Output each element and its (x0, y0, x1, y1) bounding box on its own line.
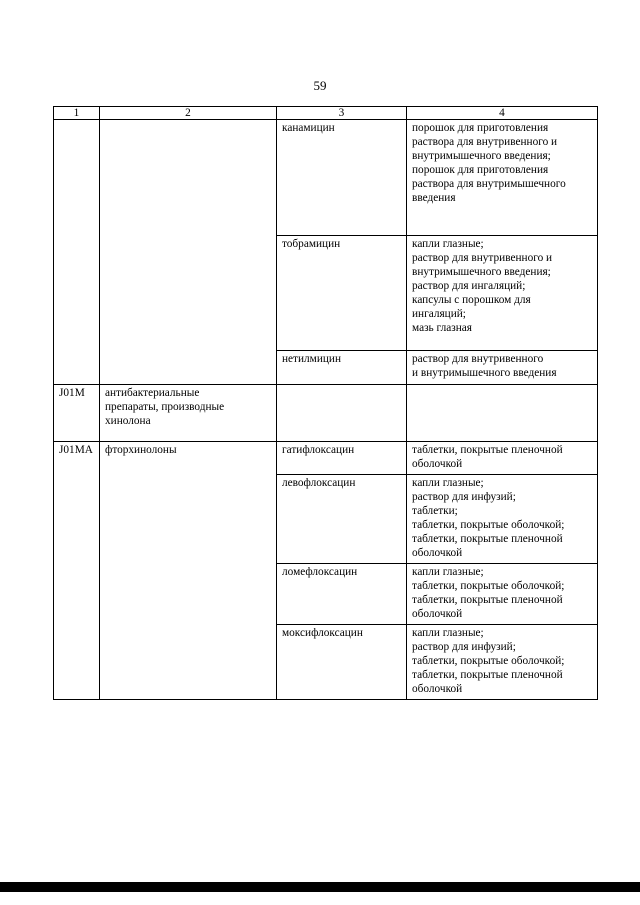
drug-name-cell (277, 385, 407, 442)
drug-table (53, 106, 598, 700)
drug-name-cell: гатифлоксацин (277, 442, 407, 475)
table-row (54, 442, 598, 475)
header-col-3: 3 (277, 107, 407, 120)
atc-code-cell: J01M (54, 385, 100, 442)
dosage-forms-cell: капли глазные; раствор для внутривенного и внутримышечного введения; раствор для ингаляций; капсулы с порошком для ингаляций; мазь глазная (407, 236, 598, 351)
atc-code-cell (54, 120, 100, 385)
group-name-cell: антибактериальные препараты, производные хинолона (100, 385, 277, 442)
drug-name-cell: нетилмицин (277, 351, 407, 385)
header-col-2: 2 (100, 107, 277, 120)
dosage-forms-cell: раствор для внутривенного и внутримышечного введения (407, 351, 598, 385)
dosage-forms-cell: капли глазные; раствор для инфузий; таблетки; таблетки, покрытые оболочкой; таблетки, покрытые пленочной оболочкой (407, 475, 598, 564)
header-row (54, 107, 598, 120)
group-name-cell: фторхинолоны (100, 442, 277, 700)
dosage-forms-cell: порошок для приготовления раствора для внутривенного и внутримышечного введения; порошок для приготовления раствора для внутримышечного введения (407, 120, 598, 236)
dosage-forms-cell: капли глазные; таблетки, покрытые оболочкой; таблетки, покрытые пленочной оболочкой (407, 564, 598, 625)
group-name-cell (100, 120, 277, 385)
page-number: 59 (313, 78, 327, 93)
drug-name-cell: канамицин (277, 120, 407, 236)
drug-name-cell: моксифлоксацин (277, 625, 407, 700)
atc-code-cell: J01MA (54, 442, 100, 700)
header-col-4: 4 (407, 107, 598, 120)
table-row (54, 120, 598, 236)
dosage-forms-cell (407, 385, 598, 442)
dosage-forms-cell: таблетки, покрытые пленочной оболочкой (407, 442, 598, 475)
header-col-1: 1 (54, 107, 100, 120)
drug-name-cell: тобрамицин (277, 236, 407, 351)
dosage-forms-cell: капли глазные; раствор для инфузий; таблетки, покрытые оболочкой; таблетки, покрытые пленочной оболочкой (407, 625, 598, 700)
drug-name-cell: левофлоксацин (277, 475, 407, 564)
scan-footer-bar (0, 882, 640, 892)
table-row (54, 385, 598, 442)
drug-name-cell: ломефлоксацин (277, 564, 407, 625)
